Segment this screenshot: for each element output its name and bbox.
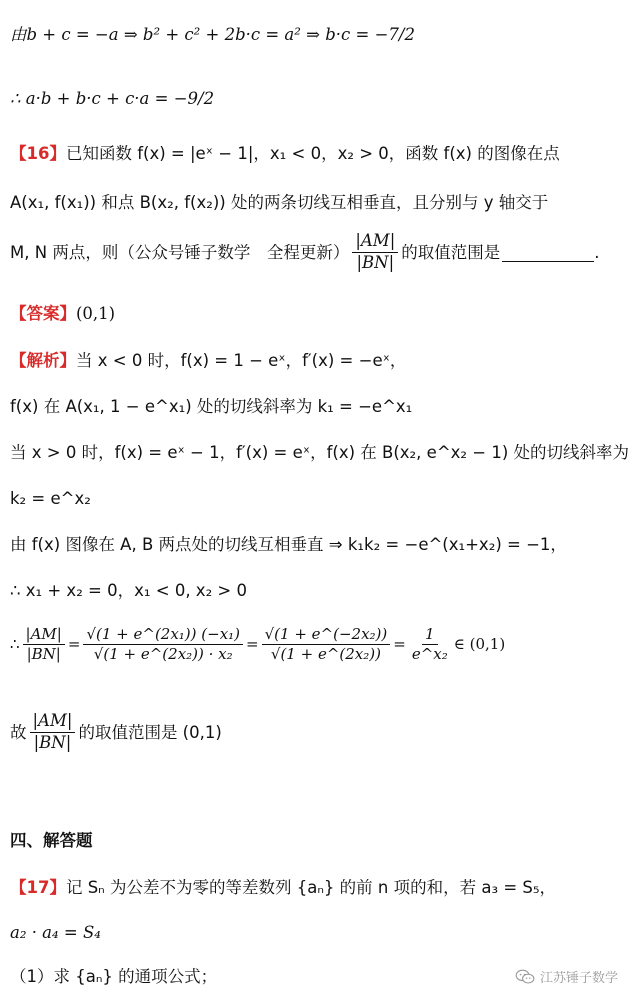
ratio-fraction-2-num: √(1 + e^(2x₁)) (−x₁) (83, 626, 243, 645)
problem-17-label: 【17】 (10, 878, 66, 897)
watermark-text: 江苏锤子数学 (539, 971, 618, 986)
ratio-fraction-1-den: |BN| (26, 645, 61, 664)
ratio-fraction-conclusion (30, 712, 76, 753)
equals-3: = (393, 635, 406, 653)
ratio-am-bn-fraction (352, 232, 398, 273)
ratio-fraction-1 (23, 626, 65, 664)
section-4-heading (10, 830, 626, 851)
answer-blank (502, 243, 594, 262)
ratio-fraction-1-num: |AM| (23, 626, 65, 645)
range-result: ∈ (0,1) (453, 635, 506, 653)
problem-16-stem-3: M, N 两点，则（公众号锤子数学 全程更新） (10, 242, 350, 262)
answer-value: (0,1) (76, 304, 116, 323)
therefore-symbol: ∴ (10, 635, 20, 653)
problem-17-line-2 (10, 922, 626, 943)
wechat-icon (515, 969, 535, 985)
problem-16-line-3 (10, 232, 626, 273)
derivation-line-1-text: 由b + c = −a ⇒ b² + c² + 2b·c = a² ⇒ b·c = −7/2 (10, 25, 415, 44)
ratio-fraction-4-den: e^x₂ (411, 645, 448, 664)
analysis-text-4: k₂ = e^x₂ (10, 489, 91, 508)
analysis-text-5: 由 f(x) 图像在 A, B 两点处的切线互相垂直 ⇒ k₁k₂ = −e^(x₁+x₂) = −1， (10, 535, 567, 554)
problem-17-stem-3: （1）求 {aₙ} 的通项公式； (10, 967, 218, 986)
analysis-line-6 (10, 580, 626, 601)
ratio-fraction-2-den: √(1 + e^(2x₂)) · x₂ (93, 645, 233, 664)
analysis-text-3: 当 x > 0 时，f(x) = eˣ − 1，f′(x) = eˣ，f(x) 在 B(x₂, e^x₂ − 1) 处的切线斜率为 (10, 443, 630, 462)
problem-16-stem-2: A(x₁, f(x₁)) 和点 B(x₂, f(x₂)) 处的两条切线互相垂直，且分别与 y 轴交于 (10, 193, 549, 212)
section-4-title: 四、解答题 (10, 831, 93, 850)
ratio-fraction-3-num: √(1 + e^(−2x₂)) (262, 626, 391, 645)
analysis-label: 【解析】 (10, 351, 76, 370)
analysis-line-3 (10, 442, 630, 463)
problem-16-stem-3-end: . (594, 242, 600, 262)
analysis-line-1 (10, 350, 626, 371)
problem-16-line-1 (10, 143, 626, 164)
ratio-fraction-3-den: √(1 + e^(2x₂)) (270, 645, 381, 664)
derivation-line-1 (10, 24, 626, 45)
derivation-line-2 (10, 88, 626, 109)
analysis-text-1: 当 x < 0 时，f(x) = 1 − eˣ，f′(x) = −eˣ， (76, 351, 407, 370)
ratio-fraction-conclusion-num: |AM| (30, 712, 76, 733)
ratio-fraction-2 (83, 626, 243, 664)
ratio-denominator: |BN| (356, 252, 395, 272)
ratio-numerator: |AM| (352, 232, 398, 253)
answer-line (10, 303, 626, 324)
problem-17-stem-2: a₂ · a₄ = S₄ (10, 923, 101, 942)
problem-16-stem-1: 已知函数 f(x) = |eˣ − 1|，x₁ < 0，x₂ > 0，函数 f(x) 的图像在点 (65, 144, 560, 163)
analysis-line-8 (10, 712, 626, 753)
watermark (515, 967, 618, 986)
problem-16-label: 【16】 (10, 144, 66, 163)
ratio-fraction-conclusion-den: |BN| (33, 732, 72, 752)
problem-16-stem-3-after: 的取值范围是 (401, 242, 501, 262)
problem-17-line-1 (10, 877, 626, 898)
analysis-line-7 (10, 626, 626, 664)
problem-17-stem-1: 记 Sₙ 为公差不为零的等差数列 {aₙ} 的前 n 项的和，若 a₃ = S₅， (65, 878, 556, 897)
conclusion-suffix: 的取值范围是 (0,1) (78, 722, 222, 742)
equals-2: = (246, 635, 259, 653)
derivation-line-2-text: ∴ a·b + b·c + c·a = −9/2 (10, 89, 215, 108)
ratio-fraction-4-num: 1 (422, 626, 438, 645)
equals-1: = (67, 635, 81, 653)
ratio-fraction-4 (409, 626, 451, 664)
analysis-line-5 (10, 534, 626, 555)
analysis-text-2: f(x) 在 A(x₁, 1 − e^x₁) 处的切线斜率为 k₁ = −e^x₁ (10, 397, 413, 416)
conclusion-prefix: 故 (10, 722, 27, 742)
problem-16-line-2 (10, 192, 626, 213)
answer-label: 【答案】 (10, 304, 76, 323)
ratio-fraction-3 (262, 626, 391, 664)
analysis-line-2 (10, 396, 626, 417)
analysis-text-6: ∴ x₁ + x₂ = 0，x₁ < 0, x₂ > 0 (10, 581, 248, 600)
analysis-line-4 (10, 488, 626, 509)
